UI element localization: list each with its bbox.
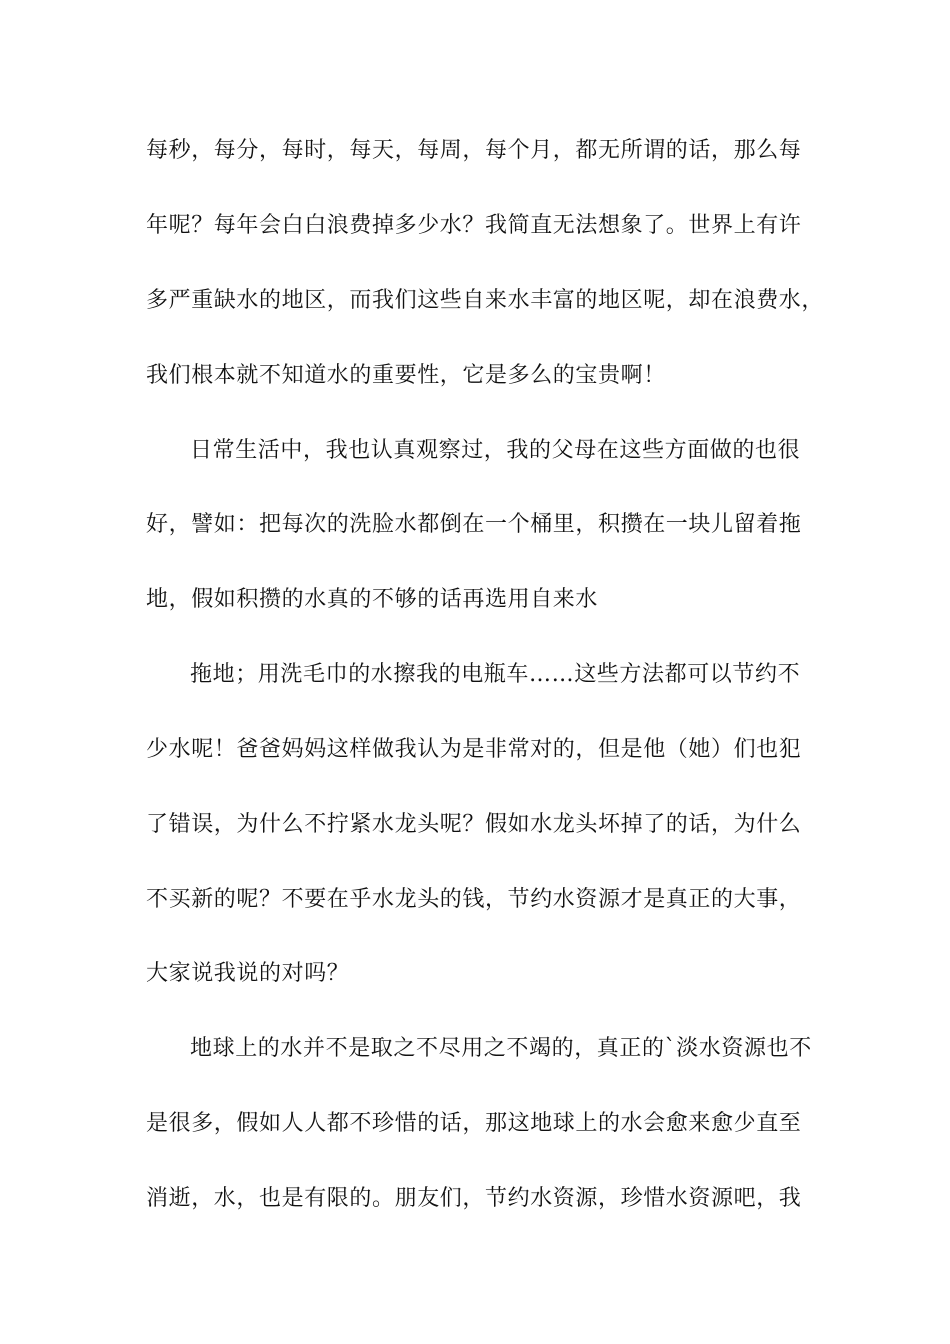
text-line: 消逝，水，也是有限的。朋友们，节约水资源，珍惜水资源吧，我 <box>146 1186 802 1211</box>
text-line: 是很多，假如人人都不珍惜的话，那这地球上的水会愈来愈少直至 <box>146 1111 802 1136</box>
text-line: 了错误，为什么不拧紧水龙头呢？假如水龙头坏掉了的话，为什么 <box>146 812 802 837</box>
text-line: 大家说我说的对吗？ <box>146 961 350 986</box>
text-line: 年呢？每年会白白浪费掉多少水？我简直无法想象了。世界上有许 <box>146 213 802 238</box>
paragraph-first-line: 拖地；用洗毛巾的水擦我的电瓶车……这些方法都可以节约不 <box>190 662 801 687</box>
paragraph-first-line: 日常生活中，我也认真观察过，我的父母在这些方面做的也很 <box>190 438 801 463</box>
text-line: 好，譬如：把每次的洗脸水都倒在一个桶里，积攒在一块儿留着拖 <box>146 512 802 537</box>
text-line: 地，假如积攒的水真的不够的话再选用自来水 <box>146 587 599 612</box>
paragraph-first-line: 地球上的水并不是取之不尽用之不竭的，真正的`淡水资源也不 <box>190 1036 812 1061</box>
text-line: 多严重缺水的地区，而我们这些自来水丰富的地区呢，却在浪费水， <box>146 288 825 313</box>
text-line: 不买新的呢？不要在乎水龙头的钱，节约水资源才是真正的大事， <box>146 887 802 912</box>
text-line: 每秒，每分，每时，每天，每周，每个月，都无所谓的话，那么每 <box>146 138 802 163</box>
text-line: 少水呢！爸爸妈妈这样做我认为是非常对的，但是他（她）们也犯 <box>146 737 802 762</box>
text-line: 我们根本就不知道水的重要性，它是多么的宝贵啊！ <box>146 363 666 388</box>
